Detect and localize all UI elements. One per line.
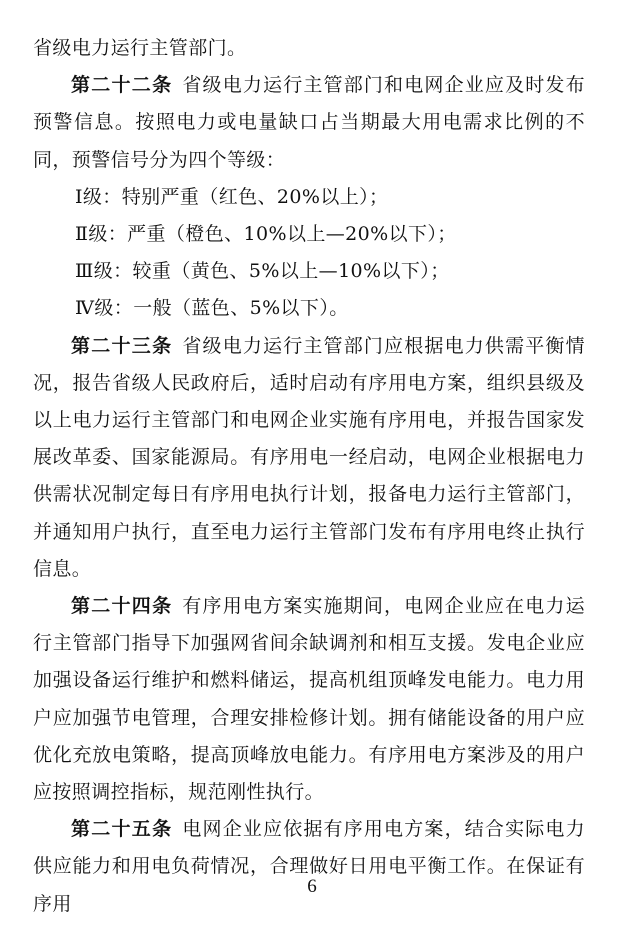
warning-level-2 <box>33 216 585 253</box>
article-22-heading: 第二十二条 <box>71 74 173 97</box>
warning-level-3-text: 较重（黄色、5%以上—10%以下）； <box>132 260 450 283</box>
article-25 <box>33 811 585 923</box>
warning-level-1 <box>33 179 585 216</box>
warning-level-2-text: 严重（橙色、10%以上—20%以下）； <box>127 223 457 246</box>
warning-level-4-label: Ⅳ级： <box>75 297 134 320</box>
article-23 <box>33 328 585 588</box>
warning-level-3-label: Ⅲ级： <box>75 260 133 283</box>
article-24-text: 有序用电方案实施期间，电网企业应在电力运行主管部门指导下加强网省间余缺调剂和相互支援。发电企业应加强设备运行维护和燃料储运，提高机组顶峰发电能力。电力用户应加强节电管理，合理安排检修计划。拥有储能设备的用户应优化充放电策略，提高顶峰放电能力。有序用电方案涉及的用户应按照调控指标，规范刚性执行。 <box>33 595 585 804</box>
warning-level-2-label: Ⅱ级： <box>75 223 128 246</box>
article-24 <box>33 588 585 811</box>
warning-level-4-text: 一般（蓝色、5%以下）。 <box>133 297 349 320</box>
warning-level-1-text: 特别严重（红色、20%以上）； <box>121 185 389 208</box>
article-22 <box>33 67 585 179</box>
page-number: 6 <box>307 876 317 897</box>
article-22-text: 省级电力运行主管部门和电网企业应及时发布预警信息。按照电力或电量缺口占当期最大用电需求比例的不同，预警信号分为四个等级： <box>33 74 585 171</box>
intro-line: 省级电力运行主管部门。 <box>33 37 247 59</box>
warning-level-1-label: Ⅰ级： <box>75 185 122 208</box>
warning-level-3 <box>33 253 585 290</box>
warning-level-4 <box>33 290 585 327</box>
article-24-heading: 第二十四条 <box>71 595 173 618</box>
article-23-text: 省级电力运行主管部门应根据电力供需平衡情况，报告省级人民政府后，适时启动有序用电方案，组织县级及以上电力运行主管部门和电网企业实施有序用电，并报告国家发展改革委、国家能源局。有序用电一经启动，电网企业根据电力供需状况制定每日有序用电执行计划，报备电力运行主管部门，并通知用户执行，直至电力运行主管部门发布有序用电终止执行信息。 <box>33 334 585 580</box>
document-body <box>33 30 585 923</box>
article-25-heading: 第二十五条 <box>71 818 173 841</box>
article-25-text: 电网企业应依据有序用电方案，结合实际电力供应能力和用电负荷情况，合理做好日用电平衡工作。在保证有序用 <box>33 818 585 915</box>
article-23-heading: 第二十三条 <box>71 334 173 357</box>
